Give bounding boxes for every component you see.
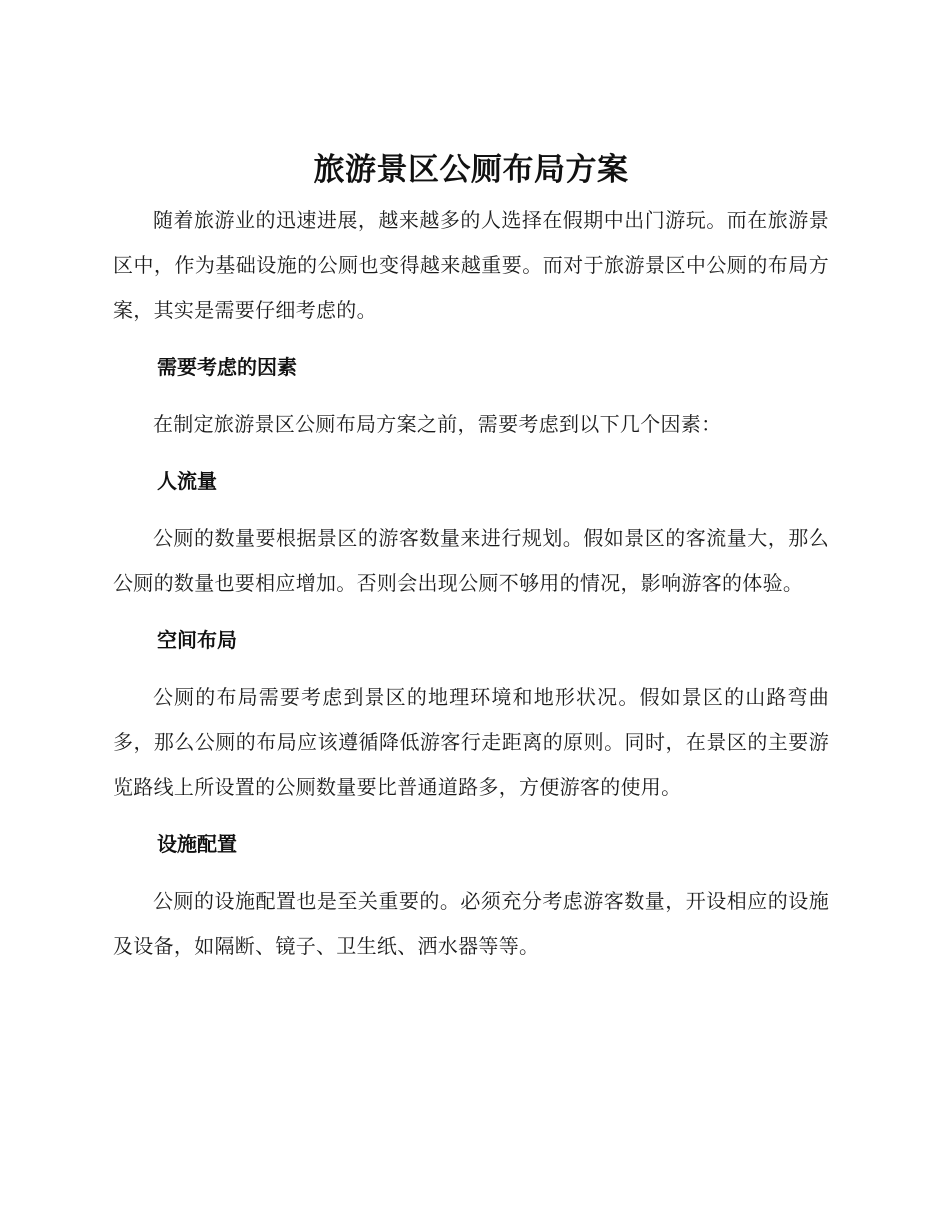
intro-paragraph: 随着旅游业的迅速进展，越来越多的人选择在假期中出门游玩。而在旅游景区中，作为基础设施的公厕也变得越来越重要。而对于旅游景区中公厕的布局方案，其实是需要仔细考虑的。 — [113, 208, 829, 322]
document-title: 旅游景区公厕布局方案 — [313, 152, 629, 188]
section-heading-facilities: 设施配置 — [157, 832, 237, 856]
section-body-spatial-layout: 公厕的布局需要考虑到景区的地理环境和地形状况。假如景区的山路弯曲多，那么公厕的布局应该遵循降低游客行走距离的原则。同时，在景区的主要游览路线上所设置的公厕数量要比普通道路多，方便游客的使用。 — [113, 685, 829, 799]
section-heading-spatial-layout: 空间布局 — [157, 628, 237, 652]
section-heading-factors: 需要考虑的因素 — [157, 355, 297, 379]
section-body-factors: 在制定旅游景区公厕布局方案之前，需要考虑到以下几个因素： — [153, 412, 722, 436]
section-body-visitor-flow: 公厕的数量要根据景区的游客数量来进行规划。假如景区的客流量大，那么公厕的数量也要相应增加。否则会出现公厕不够用的情况，影响游客的体验。 — [113, 526, 829, 595]
section-body-facilities: 公厕的设施配置也是至关重要的。必须充分考虑游客数量，开设相应的设施及设备，如隔断、镜子、卫生纸、洒水器等等。 — [113, 889, 829, 958]
section-heading-visitor-flow: 人流量 — [157, 469, 217, 493]
